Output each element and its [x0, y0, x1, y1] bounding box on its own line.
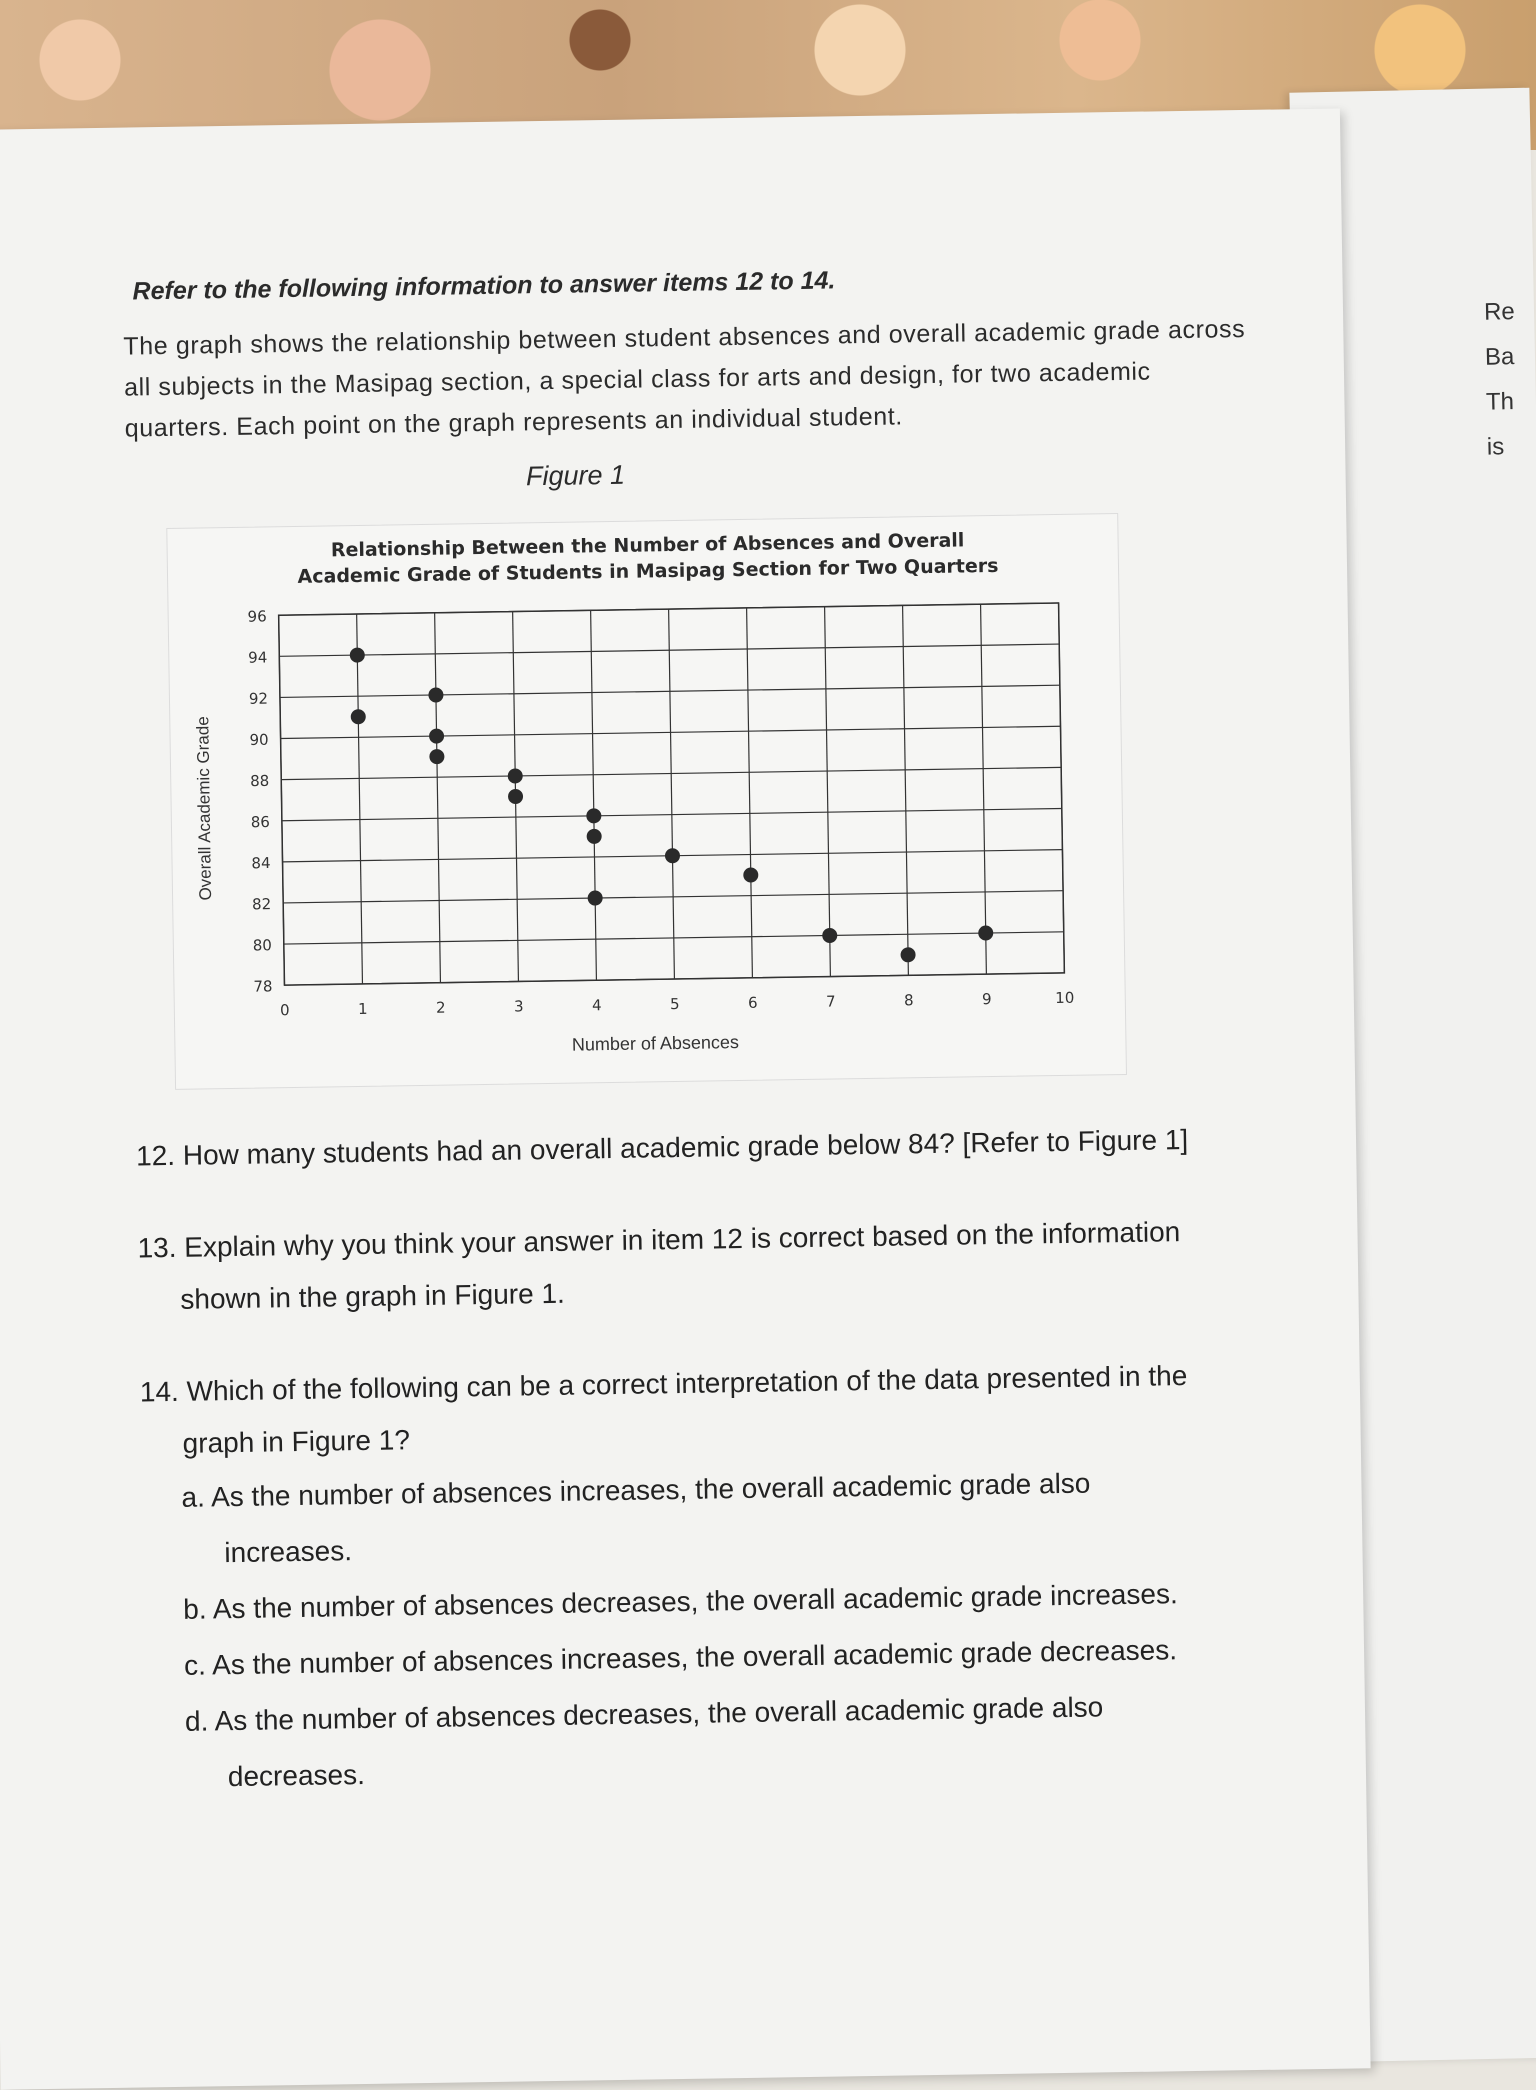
- x-tick-label: 5: [669, 994, 680, 1014]
- question-12: [136, 1113, 1267, 1183]
- question-14-line2: graph in Figure 1?: [182, 1424, 411, 1459]
- x-tick-label: 1: [357, 999, 368, 1019]
- data-point: [822, 928, 837, 943]
- question-13-line2: shown in the graph in Figure 1.: [180, 1277, 566, 1315]
- y-tick-label: 94: [248, 648, 268, 667]
- gridline-x: [591, 610, 597, 980]
- y-tick-label: 82: [251, 895, 272, 914]
- adjacent-page-fragment: is: [1486, 433, 1505, 461]
- question-12-text: 12. How many students had an overall academic grade below 84? [Refer to Figure 1]: [135, 1123, 1189, 1172]
- x-tick-label: 0: [279, 1001, 290, 1020]
- option-d[interactable]: [145, 1677, 1277, 1807]
- question-13: [137, 1205, 1268, 1327]
- worksheet-content: [122, 260, 1277, 1847]
- y-tick-label: 86: [250, 812, 271, 832]
- chart-grid: [279, 603, 1065, 985]
- x-tick-label: 9: [981, 990, 992, 1009]
- data-point: [900, 947, 915, 962]
- option-a-line1: a. As the number of absences increases, the overall academic grade also: [181, 1467, 1091, 1513]
- option-b-line1: b. As the number of absences decreases, the overall academic grade increases.: [183, 1578, 1178, 1625]
- gridline-x: [1059, 603, 1065, 973]
- x-tick-label: 8: [903, 991, 914, 1010]
- x-axis-label: Number of Absences: [571, 1032, 740, 1055]
- y-tick-label: 88: [250, 771, 270, 791]
- data-point: [588, 890, 603, 905]
- figure-label: Figure 1: [525, 459, 626, 492]
- scatter-chart: [166, 513, 1127, 1090]
- intro-text: The graph shows the relationship between student absences and overall academic grade across all subjects in the Masipag section, a special class for arts and design, for two academic quarters. Each point on the graph represents an individual student.: [123, 314, 1246, 443]
- data-point: [586, 808, 601, 823]
- questions-section: [136, 1113, 1276, 1807]
- option-d-line2: decreases.: [227, 1759, 366, 1793]
- question-14-line1: 14. Which of the following can be a correct interpretation of the data presented in the: [139, 1360, 1188, 1408]
- adjacent-page-fragment: Ba: [1484, 343, 1515, 371]
- gridline-x: [357, 614, 363, 984]
- gridline-x: [825, 607, 831, 977]
- y-tick-label: 78: [253, 977, 273, 996]
- y-tick-label: 80: [252, 936, 272, 955]
- data-point: [587, 829, 602, 844]
- x-tick-label: 2: [435, 998, 446, 1017]
- x-tick-label: 6: [747, 993, 758, 1012]
- data-point: [429, 749, 444, 764]
- option-a-line2: increases.: [224, 1535, 353, 1569]
- x-tick-label: 4: [591, 996, 602, 1015]
- gridline-x: [435, 613, 441, 983]
- question-14: [139, 1349, 1276, 1807]
- x-tick-label: 7: [825, 992, 836, 1011]
- x-tick-label: 3: [513, 997, 524, 1016]
- data-point: [351, 709, 366, 724]
- chart-ticks: [247, 595, 1074, 1020]
- adjacent-page-fragment: Th: [1485, 388, 1515, 416]
- data-point: [429, 728, 444, 743]
- intro-heading: Refer to the following information to answer items 12 to 14.: [132, 266, 836, 306]
- worksheet-page: [0, 108, 1371, 2089]
- y-tick-label: 84: [251, 854, 271, 873]
- gridline-x: [903, 605, 909, 975]
- gridline-x: [981, 604, 987, 974]
- gridline-x: [747, 608, 753, 978]
- data-point: [665, 848, 680, 863]
- y-tick-label: 90: [249, 730, 269, 750]
- adjacent-page-fragment: Re: [1483, 298, 1516, 326]
- y-axis-label: Overall Academic Grade: [193, 716, 216, 901]
- data-point: [350, 647, 365, 662]
- chart-title-line1: Relationship Between the Number of Absences and Overall: [330, 529, 965, 562]
- y-tick-label: 92: [248, 689, 269, 708]
- data-point: [508, 789, 523, 804]
- option-c-line1: c. As the number of absences increases, the overall academic grade decreases.: [183, 1634, 1178, 1681]
- data-point: [978, 925, 993, 940]
- gridline-x: [279, 615, 285, 985]
- chart-svg: [167, 514, 1126, 1089]
- gridline-x: [669, 609, 675, 979]
- x-tick-label: 10: [1055, 988, 1075, 1008]
- data-point: [743, 867, 758, 882]
- data-point: [508, 768, 523, 783]
- option-a[interactable]: [141, 1453, 1273, 1583]
- question-13-line1: 13. Explain why you think your answer in item 12 is correct based on the information: [137, 1216, 1181, 1264]
- option-d-line1: d. As the number of absences decreases, the overall academic grade also: [184, 1691, 1104, 1737]
- chart-title-line2: Academic Grade of Students in Masipag Section for Two Quarters: [297, 554, 999, 588]
- y-tick-label: 96: [247, 607, 267, 626]
- data-point: [428, 687, 443, 702]
